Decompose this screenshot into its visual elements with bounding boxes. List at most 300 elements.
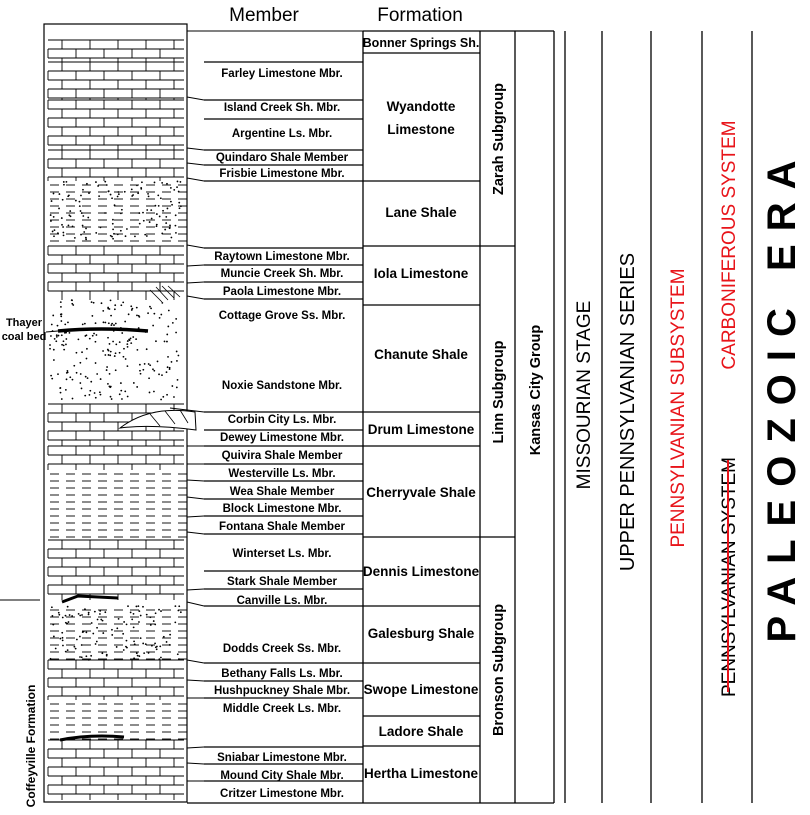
sand-dot [88,612,90,614]
sand-dot [81,656,83,658]
sand-dot [61,224,63,226]
sand-dot [133,613,135,615]
member-label: Corbin City Ls. Mbr. [227,414,337,426]
sand-dot [126,640,128,642]
sand-dot [106,369,108,371]
sand-dot [66,378,68,380]
sand-dot [175,214,177,216]
sand-dot [179,207,181,209]
sand-dot [160,197,162,199]
sand-dot [166,334,168,336]
sand-dot [96,373,98,375]
sand-dot [180,611,182,613]
sand-dot [161,182,163,184]
sand-dot [178,355,180,357]
member-label: Noxie Sandstone Mbr. [221,380,343,392]
sand-dot [63,184,65,186]
sand-dot [95,181,97,183]
sand-dot [169,634,171,636]
member-label: Dodds Creek Ss. Mbr. [222,643,342,655]
sand-dot [85,237,87,239]
member-label: Westerville Ls. Mbr. [228,468,336,480]
sand-dot [149,616,151,618]
sand-dot [61,344,63,346]
sand-dot [97,619,99,621]
sand-dot [53,216,55,218]
sand-dot [95,322,97,324]
sand-dot [125,646,127,648]
sand-dot [165,216,167,218]
sand-dot [150,624,152,626]
sand-dot [119,341,121,343]
sand-dot [147,193,149,195]
sand-dot [131,309,133,311]
sand-dot [91,301,93,303]
sand-dot [110,324,112,326]
sand-dot [96,627,98,629]
sand-dot [50,375,52,377]
sand-dot [160,314,162,316]
sand-dot [124,390,126,392]
sand-dot [154,182,156,184]
sand-dot [142,643,144,645]
sand-dot [81,614,83,616]
sand-dot [112,228,114,230]
member-label: Quivira Shale Member [221,450,343,462]
sand-dot [180,205,182,207]
sand-dot [61,217,63,219]
sand-dot [82,323,84,325]
formation-label: Hertha Limestone [363,766,479,781]
sand-dot [114,308,116,310]
sand-dot [71,303,73,305]
sand-dot [127,340,129,342]
sand-dot [112,238,114,240]
sand-dot [139,364,141,366]
sand-dot [49,344,51,346]
sand-dot [175,225,177,227]
sand-dot [138,610,140,612]
sand-dot [58,612,60,614]
sand-dot [153,620,155,622]
formation-labels [363,36,480,781]
sand-dot [80,234,82,236]
sand-dot [149,364,151,366]
sand-dot [104,354,106,356]
thayer-label: Thayer [5,317,43,329]
sand-dot [50,220,52,222]
sand-dot [169,225,171,227]
sand-dot [115,323,117,325]
sand-dot [123,649,125,651]
sand-dot [61,334,63,336]
sand-dot [117,233,119,235]
member-label: Sniabar Limestone Mbr. [217,752,347,764]
sand-dot [120,230,122,232]
sand-dot [99,613,101,615]
sand-dot [58,208,60,210]
sand-dot [146,348,148,350]
sand-dot [130,612,132,614]
sand-dot [136,349,138,351]
sand-dot [156,225,158,227]
sand-dot [53,193,55,195]
sand-dot [138,316,140,318]
member-label: Raytown Limestone Mbr. [214,251,350,263]
sand-dot [117,191,119,193]
sand-dot [127,365,129,367]
sand-dot [82,631,84,633]
sand-dot [171,361,173,363]
sand-dot [63,340,65,342]
sand-dot [126,228,128,230]
formation-label: Iola Limestone [373,266,469,281]
sand-dot [111,197,113,199]
sand-dot [81,644,83,646]
sand-dot [174,605,176,607]
sand-dot [80,195,82,197]
sand-dot [111,634,113,636]
sand-dot [147,312,149,314]
sand-dot [176,360,178,362]
sand-dot [67,606,69,608]
sand-dot [138,621,140,623]
sand-dot [70,215,72,217]
sand-dot [152,325,154,327]
sand-dot [68,194,70,196]
formation-label: Ladore Shale [378,724,464,739]
sand-dot [95,643,97,645]
sand-dot [62,645,64,647]
sand-dot [125,358,127,360]
sand-dot [159,645,161,647]
member-label: Wea Shale Member [229,486,335,498]
sand-dot [51,606,53,608]
sand-dot [51,200,53,202]
sand-dot [71,615,73,617]
sand-dot [73,365,75,367]
missourian-stage-label: MISSOURIAN STAGE [574,300,595,490]
sand-dot [139,370,141,372]
sand-dot [136,652,138,654]
formation-label: Limestone [387,122,455,137]
sand-dot [113,233,115,235]
formation-header: Formation [377,5,463,26]
sand-dot [78,613,80,615]
sand-dot [176,387,178,389]
sand-dot [136,315,138,317]
sand-dot [110,299,112,301]
sand-dot [169,368,171,370]
sand-dot [141,181,143,183]
sand-dot [175,232,177,234]
sand-dot [177,181,179,183]
zarah-subgroup-label: Zarah Subgroup [491,83,507,195]
sand-dot [62,199,64,201]
sand-dot [125,235,127,237]
sand-dot [91,622,93,624]
sand-dot [56,336,58,338]
sand-dot [112,219,114,221]
sand-dot [102,310,104,312]
sand-dot [154,642,156,644]
sand-dot [159,317,161,319]
sand-dot [167,208,169,210]
sand-dot [140,373,142,375]
sand-dot [150,307,152,309]
sand-dot [60,301,62,303]
sand-dot [104,611,106,613]
sand-dot [76,639,78,641]
sand-dot [160,657,162,659]
sand-dot [166,341,168,343]
sand-dot [166,641,168,643]
sand-dot [177,610,179,612]
sand-dot [139,223,141,225]
sand-dot [87,217,89,219]
sand-dot [157,361,159,363]
pennsylvanian-system-label: PENNSYLVANIAN SYSTEM [719,456,740,698]
member-label: Winterset Ls. Mbr. [232,548,332,560]
sand-dot [177,653,179,655]
sand-dot [100,394,102,396]
sand-dot [60,315,62,317]
sand-dot [102,620,104,622]
sand-dot [61,632,63,634]
sand-dot [148,652,150,654]
sand-dot [126,343,128,345]
sand-dot [111,629,113,631]
sand-dot [169,227,171,229]
sand-dot [85,228,87,230]
sand-dot [142,212,144,214]
sand-dot [52,624,54,626]
paleozoic-era-label: PALEOZOIC ERA [760,147,804,643]
sand-dot [155,612,157,614]
sand-dot [59,638,61,640]
sand-dot [106,184,108,186]
sand-dot [69,210,71,212]
linn-subgroup-label: Linn Subgroup [491,340,507,444]
sand-dot [69,376,71,378]
sand-dot [167,326,169,328]
sand-dot [126,623,128,625]
sand-dot [75,200,77,202]
sand-dot [63,349,65,351]
sand-dot [65,344,67,346]
sand-dot [146,209,148,211]
sand-dot [134,236,136,238]
sand-dot [120,382,122,384]
sand-dot [60,392,62,394]
sand-dot [57,325,59,327]
lithologic-column [44,24,196,802]
formation-label: Chanute Shale [374,347,468,362]
sand-dot [51,378,53,380]
sand-dot [123,621,125,623]
sand-dot [58,614,60,616]
sand-dot [59,387,61,389]
sand-dot [155,646,157,648]
sand-dot [168,310,170,312]
sand-dot [99,610,101,612]
sand-dot [109,373,111,375]
sand-dot [73,646,75,648]
sand-dot [49,348,51,350]
sand-dot [79,362,81,364]
sand-dot [97,185,99,187]
sand-dot [176,186,178,188]
sand-dot [120,390,122,392]
sand-dot [85,238,87,240]
sand-dot [132,194,134,196]
sand-dot [58,335,60,337]
sand-dot [67,371,69,373]
sand-dot [100,227,102,229]
sand-dot [174,621,176,623]
sand-dot [124,191,126,193]
member-label: Dewey Limestone Mbr. [220,432,344,444]
sand-dot [85,655,87,657]
sand-dot [159,216,161,218]
sand-dot [133,640,135,642]
sand-dot [85,376,87,378]
sand-dot [153,391,155,393]
sand-dot [143,220,145,222]
sand-dot [83,231,85,233]
member-label: Island Creek Sh. Mbr. [223,102,341,114]
sand-dot [135,338,137,340]
sand-dot [80,210,82,212]
coal-bed-label: coal bed [1,331,47,343]
sand-dot [178,191,180,193]
sand-dot [63,181,65,183]
sand-dot [63,344,65,346]
sand-dot [130,305,132,307]
sand-dot [55,648,57,650]
sand-dot [64,323,66,325]
sand-dot [65,389,67,391]
sand-dot [72,226,74,228]
sand-dot [157,194,159,196]
sand-dot [65,651,67,653]
sand-dot [140,637,142,639]
sand-dot [74,237,76,239]
sand-dot [138,655,140,657]
sand-dot [175,318,177,320]
sand-dot [90,381,92,383]
sand-dot [68,224,70,226]
sand-dot [101,302,103,304]
sand-dot [167,366,169,368]
sand-dot [106,655,108,657]
sand-dot [107,349,109,351]
sand-dot [166,394,168,396]
sand-dot [175,332,177,334]
sand-dot [88,659,90,661]
formation-label: Lane Shale [385,205,457,220]
sand-dot [136,307,138,309]
sand-dot [148,377,150,379]
sand-dot [161,233,163,235]
sand-dot [110,194,112,196]
sand-dot [108,354,110,356]
sand-dot [140,187,142,189]
sand-dot [160,399,162,401]
sand-dot [79,615,81,617]
sand-dot [137,655,139,657]
sand-dot [85,631,87,633]
sand-dot [50,214,52,216]
sand-dot [54,229,56,231]
sand-dot [93,302,95,304]
sand-dot [123,348,125,350]
member-label: Frisbie Limestone Mbr. [219,168,345,180]
sand-dot [136,386,138,388]
sand-dot [95,362,97,364]
sand-dot [95,232,97,234]
sand-dot [67,649,69,651]
sand-dot [164,229,166,231]
sand-dot [65,338,67,340]
sand-dot [121,332,123,334]
sand-dot [137,192,139,194]
sand-dot [98,195,100,197]
sand-dot [170,201,172,203]
sand-dot [178,202,180,204]
sand-dot [138,212,140,214]
sand-dot [113,324,115,326]
sand-dot [86,348,88,350]
sand-dot [151,645,153,647]
sand-dot [62,617,64,619]
kansas-city-group-label: Kansas City Group [528,324,544,456]
sand-dot [143,652,145,654]
sand-dot [102,350,104,352]
sand-dot [103,321,105,323]
sand-dot [178,605,180,607]
sand-dot [180,181,182,183]
sand-dot [71,299,73,301]
sand-dot [82,189,84,191]
sand-dot [156,648,158,650]
formation-label: Drum Limestone [367,422,475,437]
member-label: Quindaro Shale Member [215,152,349,164]
sand-dot [62,639,64,641]
sand-dot [81,212,83,214]
sand-dot [109,343,111,345]
sand-dot [86,183,88,185]
sand-dot [63,234,65,236]
sand-dot [88,192,90,194]
formation-label: Bonner Springs Sh. [362,36,480,50]
sand-dot [107,383,109,385]
sand-dot [153,370,155,372]
sand-dot [169,644,171,646]
member-label: Mound City Shale Mbr. [220,770,344,782]
sand-dot [149,306,151,308]
sand-dot [79,205,81,207]
sand-dot [110,315,112,317]
formation-label: Wyandotte [386,99,456,114]
sand-dot [114,204,116,206]
sand-dot [130,338,132,340]
sand-dot [133,627,135,629]
sand-dot [131,618,133,620]
sand-dot [67,321,69,323]
sand-dot [133,382,135,384]
sand-dot [158,609,160,611]
